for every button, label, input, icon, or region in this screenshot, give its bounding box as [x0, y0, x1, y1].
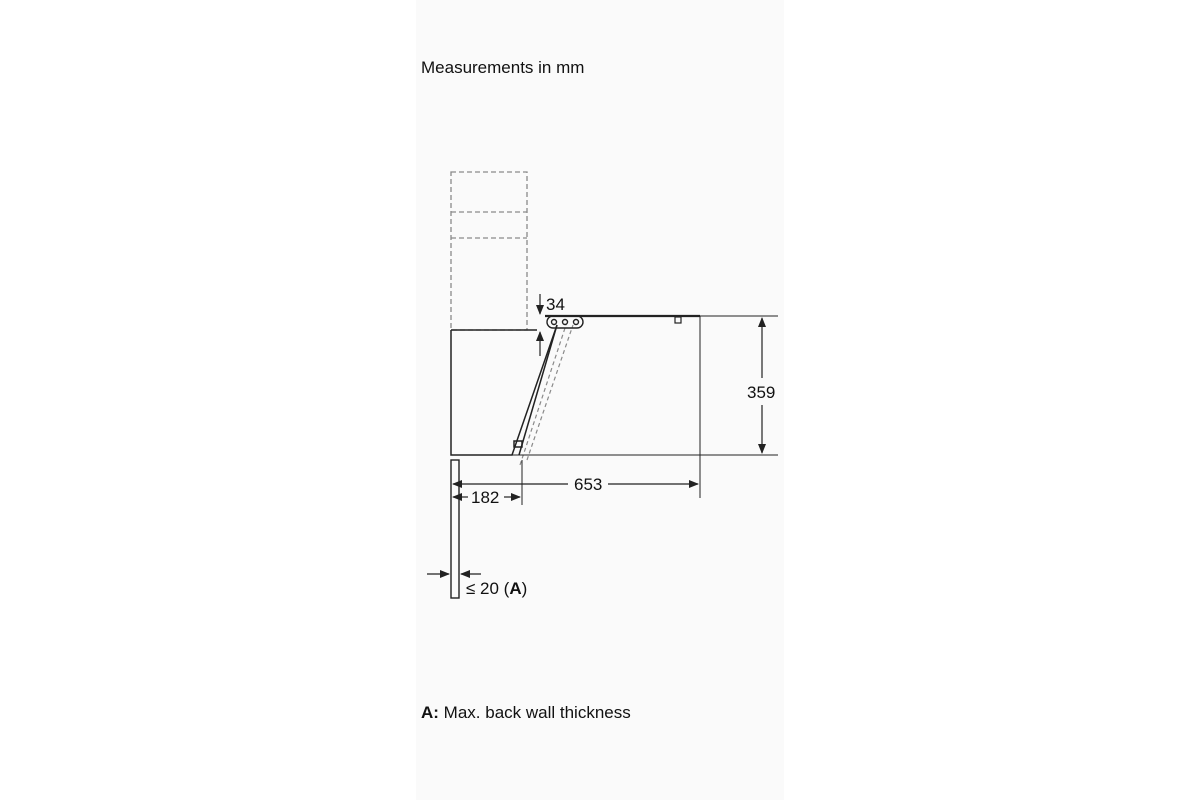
back-wall [451, 460, 459, 598]
hood-body [451, 325, 557, 455]
gap-label: 34 [546, 295, 565, 314]
legend-text: Max. back wall thickness [438, 703, 631, 722]
height-label: 359 [747, 383, 776, 402]
depth-label: 653 [574, 475, 603, 494]
offset-label: 182 [471, 488, 500, 507]
wall-thickness-label: ≤ 20 (A) [466, 579, 528, 598]
chimney-dashed [451, 172, 527, 330]
hinge-assembly [547, 316, 583, 328]
swing-panel-dashed [520, 325, 573, 465]
plate-clip [675, 317, 681, 323]
legend-key: A: [421, 703, 439, 722]
page-title: Measurements in mm [421, 58, 585, 77]
legend-note [421, 703, 631, 723]
